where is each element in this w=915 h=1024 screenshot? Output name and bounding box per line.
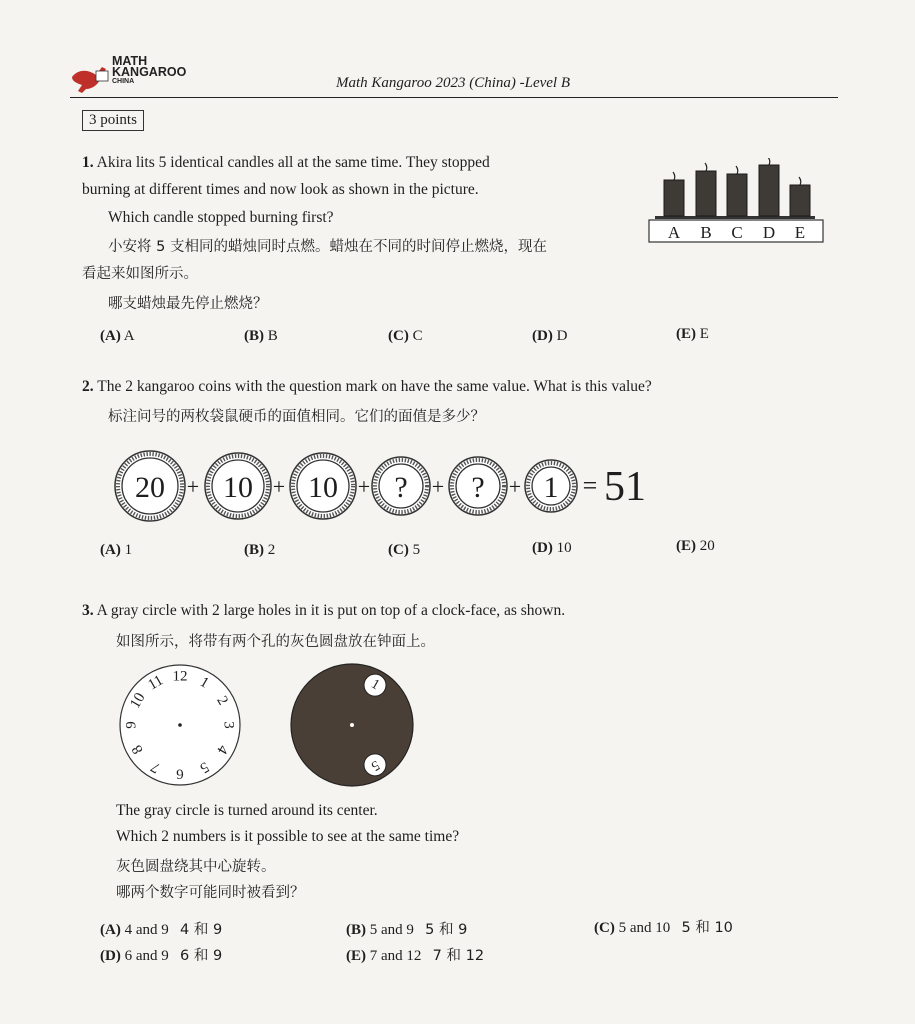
q3-option-a-text: 4 and 9 — [124, 922, 169, 938]
disc-hole-5 — [364, 754, 386, 776]
clock-number-7: 7 — [148, 758, 163, 776]
q3-option-d[interactable] — [100, 944, 222, 965]
q3-option-e-cn: 7 和 12 — [432, 948, 485, 964]
q3-option-e-text: 7 and 12 — [369, 948, 422, 964]
clock-number-5: 5 — [197, 758, 212, 776]
clock-number-9: 9 — [123, 721, 140, 729]
q3-text: A gray circle with 2 large holes in it is put on top of a clock-face, as shown. — [96, 602, 566, 619]
clock-face-figure — [112, 662, 248, 790]
q1-option-a-text: A — [123, 328, 135, 344]
clock-center-dot — [178, 723, 182, 727]
q3-option-d-text: 6 and 9 — [124, 948, 169, 964]
q2-option-a[interactable] — [100, 542, 132, 559]
coin-value-6: 1 — [543, 471, 559, 504]
q3-text-line — [82, 602, 565, 620]
candle-c — [727, 174, 747, 216]
candle-label-d: D — [762, 223, 776, 242]
q1-cn-line-1: 小安将 5 支相同的蜡烛同时点燃。蜡烛在不同的时间停止燃烧，现在 — [108, 239, 547, 255]
q2-text: The 2 kangaroo coins with the question mark on have the same value. What is this value? — [97, 378, 652, 395]
q1-option-e[interactable] — [676, 326, 709, 343]
q1-option-d[interactable] — [532, 328, 567, 345]
clock-number-12: 12 — [172, 668, 188, 685]
page-title: Math Kangaroo 2023 (China) -Level B — [336, 75, 571, 91]
plus-sign: + — [431, 474, 445, 499]
q2-option-e-letter: (E) — [676, 538, 696, 554]
q3-option-a[interactable] — [100, 918, 222, 939]
q3-option-b[interactable] — [346, 918, 467, 939]
q3-option-c[interactable] — [594, 916, 733, 937]
q1-option-e-text: E — [699, 326, 709, 342]
disc-hole-number-5: 5 — [368, 756, 382, 774]
candle-label-c: C — [731, 223, 743, 242]
q3-option-a-letter: (A) — [100, 922, 121, 938]
q3-option-c-text: 5 and 10 — [618, 920, 671, 936]
candle-e — [790, 185, 810, 216]
gray-disc-figure — [288, 660, 418, 790]
q1-cn-question: 哪支蜡烛最先停止燃烧？ — [108, 296, 268, 312]
q3-line-2: Which 2 numbers is it possible to see at the same time? — [116, 828, 460, 845]
plus-sign: + — [186, 474, 200, 499]
q3-cn-line-2: 哪两个数字可能同时被看到？ — [116, 885, 305, 901]
q2-option-a-text: 1 — [124, 542, 133, 558]
q1-option-a[interactable] — [100, 328, 135, 345]
candle-wick-icon — [673, 172, 675, 180]
q3-option-d-letter: (D) — [100, 948, 121, 964]
coin-1 — [115, 451, 185, 521]
q3-cn-line-1: 灰色圆盘绕其中心旋转。 — [116, 859, 276, 875]
q2-number: 2. — [82, 378, 94, 395]
q2-option-a-letter: (A) — [100, 542, 121, 558]
logo-line-2: KANGAROO — [112, 65, 187, 79]
q1-question: Which candle stopped burning first? — [108, 209, 334, 226]
coins-equation — [110, 448, 670, 524]
candle-label-a: A — [667, 223, 681, 242]
plus-sign: + — [508, 474, 522, 499]
q2-option-b-text: 2 — [267, 542, 276, 558]
plus-sign: + — [357, 474, 371, 499]
equation-result: 51 — [604, 464, 646, 510]
q2-option-c-text: 5 — [412, 542, 421, 558]
clock-number-10: 10 — [127, 690, 149, 712]
logo-wordmark — [112, 56, 186, 86]
q2-option-e-text: 20 — [699, 538, 715, 554]
clock-number-3: 3 — [220, 721, 237, 729]
clock-number-2: 2 — [213, 693, 231, 708]
candle-a — [664, 180, 684, 216]
q1-number: 1. — [82, 154, 94, 171]
clock-number-8: 8 — [129, 742, 147, 757]
q1-option-c[interactable] — [388, 328, 423, 345]
q2-option-c[interactable] — [388, 542, 420, 559]
q2-text-line — [82, 378, 652, 396]
candle-d — [759, 165, 779, 216]
q1-option-a-letter: (A) — [100, 328, 121, 344]
candle-wick-icon — [768, 158, 770, 165]
equals-sign: = — [582, 471, 598, 500]
q3-line-1: The gray circle is turned around its center. — [116, 802, 378, 819]
q1-option-d-letter: (D) — [532, 328, 553, 344]
q3-option-b-text: 5 and 9 — [369, 922, 414, 938]
coin-5 — [449, 457, 507, 515]
plus-sign: + — [272, 474, 286, 499]
q1-text-line-1 — [82, 154, 490, 172]
logo-line-3: CHINA — [112, 78, 135, 85]
q3-option-b-letter: (B) — [346, 922, 366, 938]
clock-number-11: 11 — [145, 672, 166, 694]
candle-label-e: E — [794, 223, 806, 242]
disc-center-dot — [350, 723, 354, 727]
q1-option-b-text: B — [267, 328, 278, 344]
q1-text-1: Akira lits 5 identical candles all at the same time. They stopped — [96, 154, 490, 171]
clock-number-4: 4 — [213, 742, 231, 757]
logo-line-1: MATH — [112, 54, 148, 68]
clock-number-6: 6 — [176, 765, 184, 782]
q3-option-e-letter: (E) — [346, 948, 366, 964]
q1-option-e-letter: (E) — [676, 326, 696, 342]
candles-figure — [645, 158, 827, 248]
coin-value-5: ? — [471, 471, 485, 504]
coin-6 — [525, 460, 577, 512]
candle-b — [696, 171, 716, 216]
q2-cn: 标注问号的两枚袋鼠硬币的面值相同。它们的面值是多少？ — [108, 409, 485, 425]
disc-hole-1 — [364, 674, 386, 696]
q1-cn-line-2: 看起来如图所示。 — [82, 266, 198, 282]
q2-option-e[interactable] — [676, 538, 715, 555]
header-divider — [70, 97, 838, 98]
coin-value-2: 10 — [223, 471, 253, 504]
q1-option-b[interactable] — [244, 328, 278, 345]
coin-value-1: 20 — [135, 471, 165, 504]
coin-value-4: ? — [394, 471, 408, 504]
q1-option-d-text: D — [556, 328, 568, 344]
disc-hole-number-1: 1 — [368, 676, 382, 694]
q3-option-d-cn: 6 和 9 — [180, 948, 223, 964]
q3-option-a-cn: 4 和 9 — [180, 922, 223, 938]
q2-option-d[interactable] — [532, 540, 572, 557]
q3-option-c-cn: 5 和 10 — [681, 920, 733, 936]
q3-option-b-cn: 5 和 9 — [425, 922, 468, 938]
q3-option-c-letter: (C) — [594, 920, 615, 936]
candle-wick-icon — [705, 163, 707, 171]
q2-option-c-letter: (C) — [388, 542, 409, 558]
q1-option-b-letter: (B) — [244, 328, 264, 344]
clock-number-1: 1 — [197, 674, 212, 692]
q3-number: 3. — [82, 602, 94, 619]
q3-cn: 如图所示，将带有两个孔的灰色圆盘放在钟面上。 — [116, 634, 435, 650]
coin-2 — [205, 453, 271, 519]
candle-wick-icon — [736, 166, 738, 174]
q1-option-c-text: C — [412, 328, 423, 344]
q2-option-d-letter: (D) — [532, 540, 553, 556]
coin-value-3: 10 — [308, 471, 338, 504]
q2-option-b[interactable] — [244, 542, 275, 559]
q1-text-line-2: burning at different times and now look as shown in the picture. — [82, 181, 479, 198]
q1-option-c-letter: (C) — [388, 328, 409, 344]
candle-label-b: B — [700, 223, 712, 242]
coin-4 — [372, 457, 430, 515]
candle-wick-icon — [799, 177, 801, 185]
q3-option-e[interactable] — [346, 944, 484, 965]
coin-3 — [290, 453, 356, 519]
q2-option-d-text: 10 — [556, 540, 572, 556]
section-label: 3 points — [82, 110, 144, 131]
q2-option-b-letter: (B) — [244, 542, 264, 558]
